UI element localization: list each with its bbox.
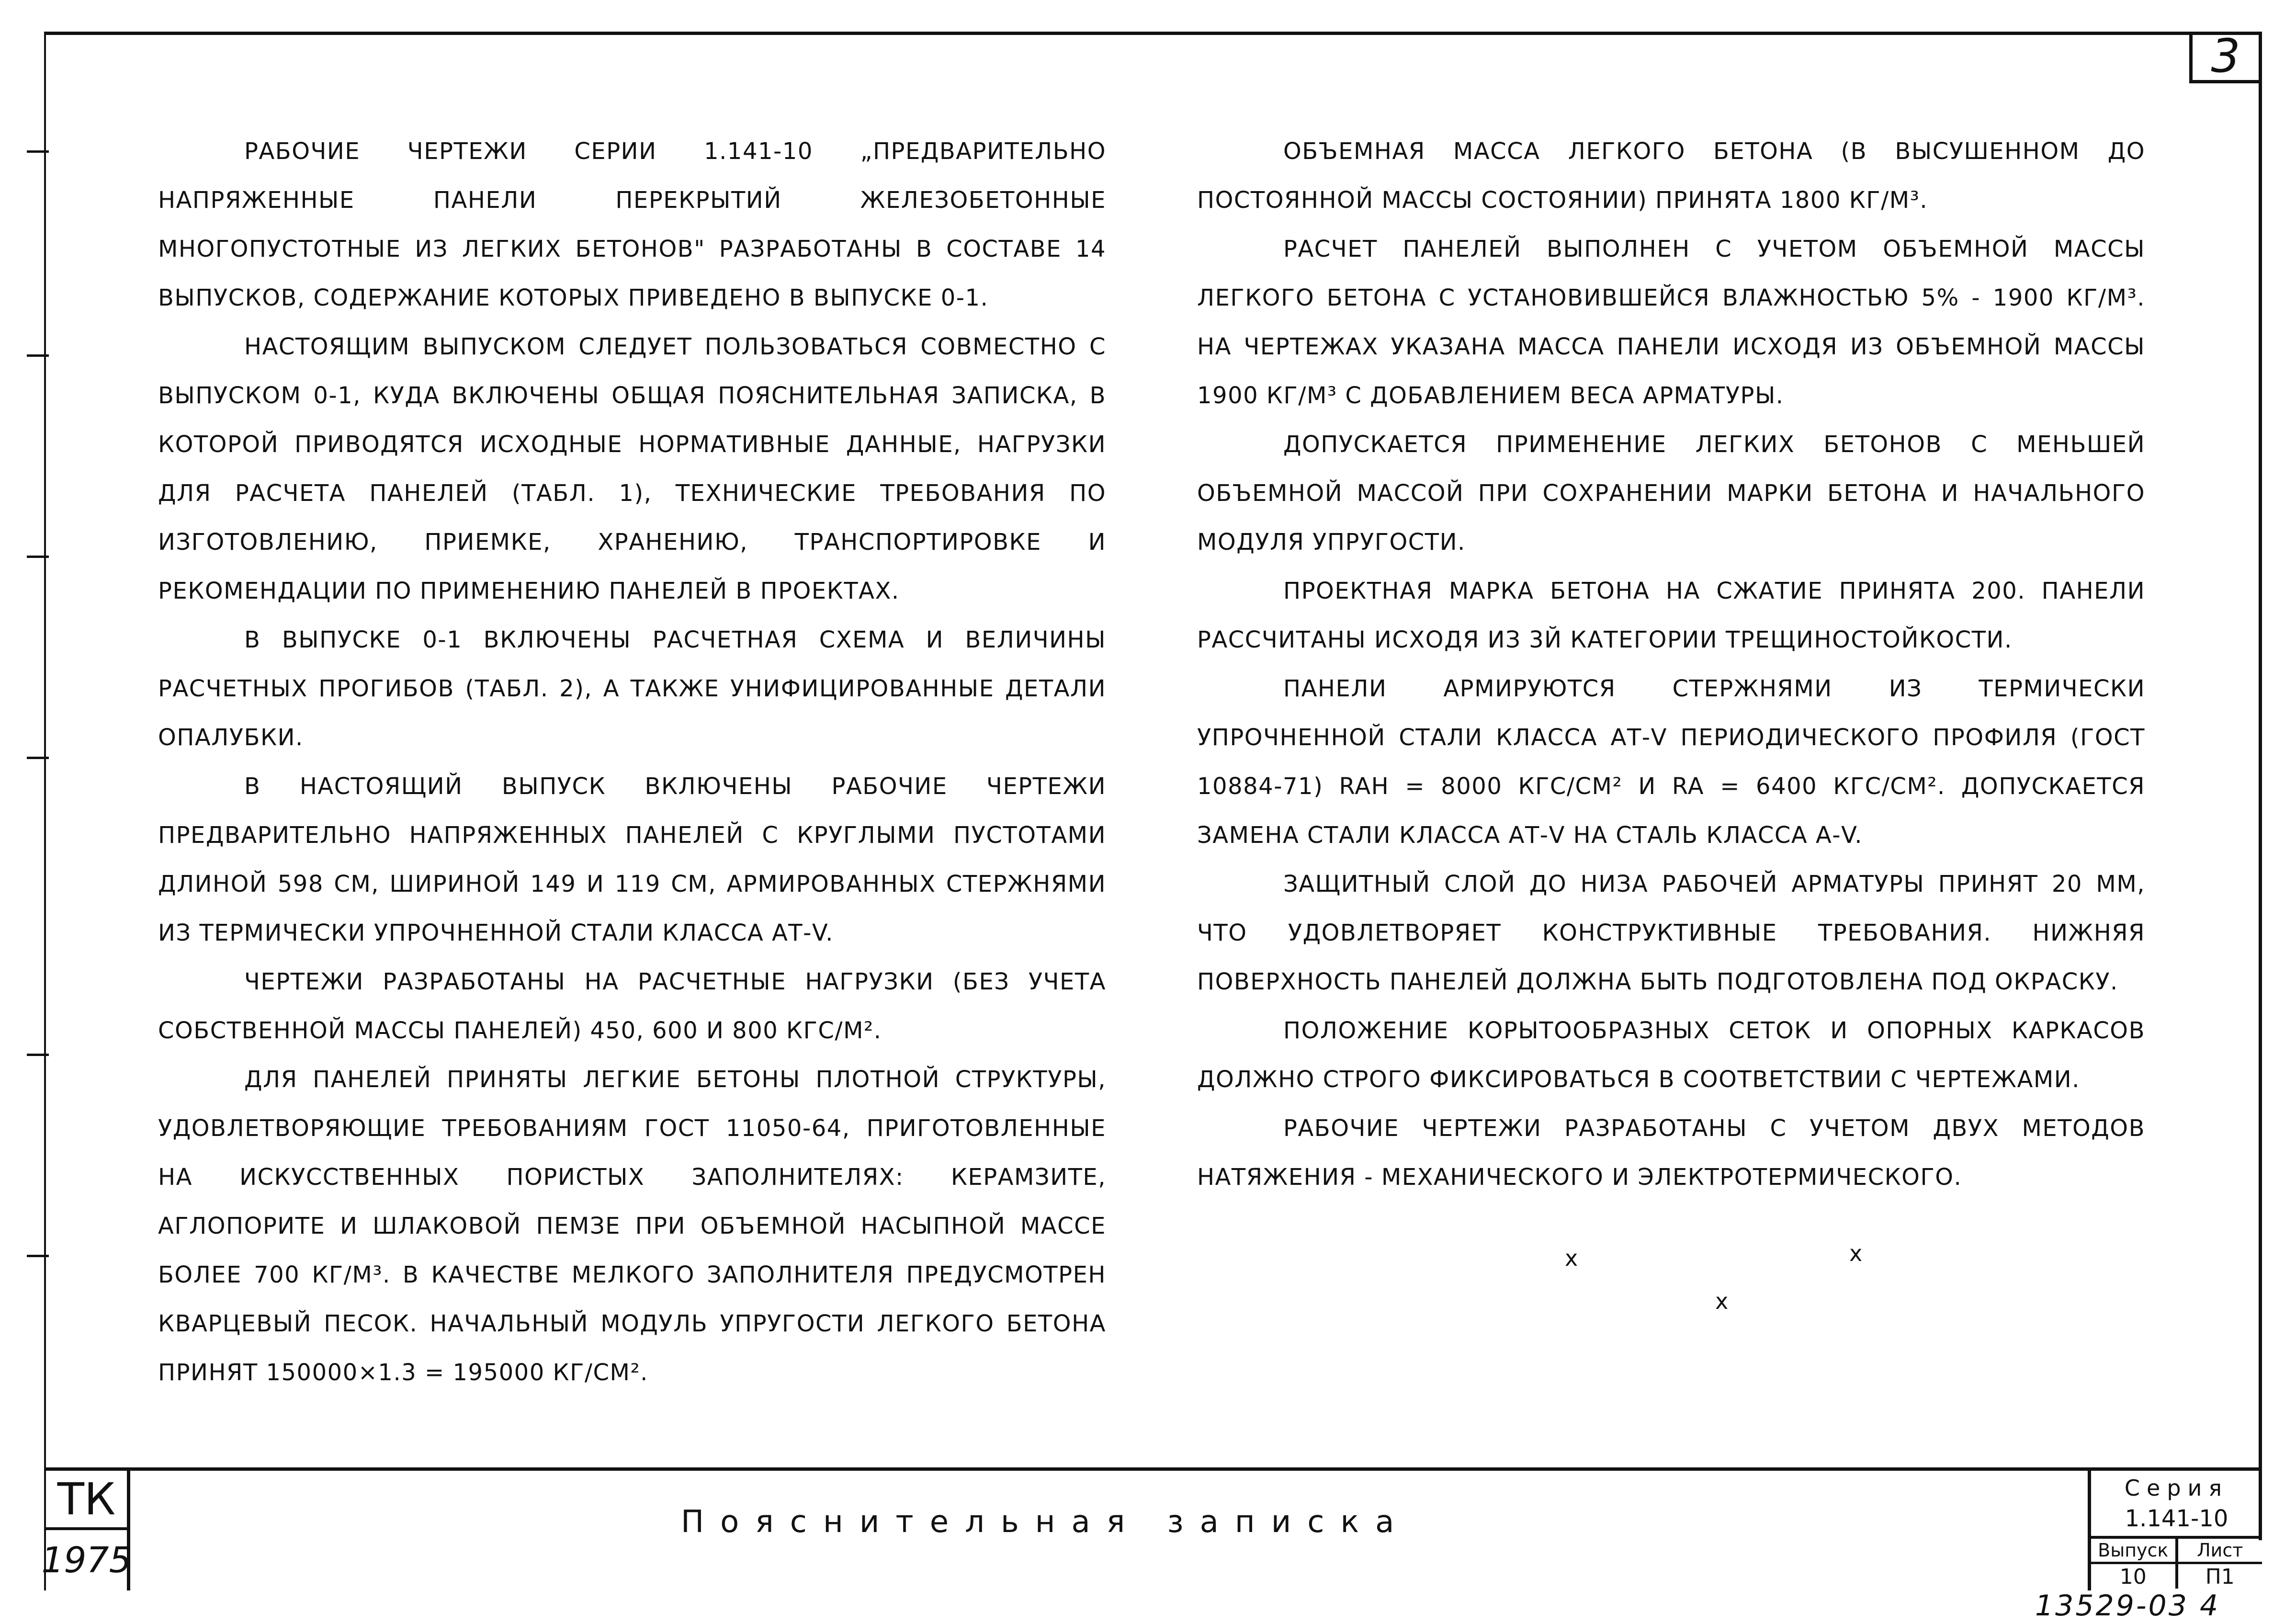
title-block (41, 1467, 2262, 1589)
paragraph: ЧЕРТЕЖИ РАЗРАБОТАНЫ НА РАСЧЕТНЫЕ НАГРУЗКИ (БЕЗ УЧЕТА СОБСТВЕННОЙ МАССЫ ПАНЕЛЕЙ) 450, 600 И 800 КГС/М². (158, 968, 1106, 1044)
paragraph: В НАСТОЯЩИЙ ВЫПУСК ВКЛЮЧЕНЫ РАБОЧИЕ ЧЕРТЕЖИ ПРЕДВАРИТЕЛЬНО НАПРЯЖЕННЫХ ПАНЕЛЕЙ С КРУГЛЫМИ ПУСТОТАМИ ДЛИНОЙ 598 СМ, ШИРИНОЙ 149 И 119 СМ, АРМИРОВАННЫХ СТЕРЖНЯМИ ИЗ ТЕРМИЧЕСКИ УПРОЧНЕННОЙ СТАЛИ КЛАССА АТ-V. (158, 773, 1106, 946)
year-label: 1975 (41, 1540, 132, 1581)
margin-tick (27, 1255, 49, 1257)
margin-tick (27, 757, 49, 759)
sheet-cell (2175, 1539, 2262, 1589)
tk-box (41, 1471, 132, 1590)
paragraph: ОБЪЕМНАЯ МАССА ЛЕГКОГО БЕТОНА (В ВЫСУШЕННОМ ДО ПОСТОЯННОЙ МАССЫ СОСТОЯНИИ) ПРИНЯТА 1800 КГ/М³. (1197, 138, 2145, 214)
cross-mark: x (1849, 1240, 1863, 1266)
cross-mark: x (1715, 1288, 1729, 1314)
paragraph: НАСТОЯЩИМ ВЫПУСКОМ СЛЕДУЕТ ПОЛЬЗОВАТЬСЯ СОВМЕСТНО С ВЫПУСКОМ 0-1, КУДА ВКЛЮЧЕНЫ ОБЩАЯ ПОЯСНИТЕЛЬНАЯ ЗАПИСКА, В КОТОРОЙ ПРИВОДЯТСЯ ИСХОДНЫЕ НОРМАТИВНЫЕ ДАННЫЕ, НАГРУЗКИ ДЛЯ РАСЧЕТА ПАНЕЛЕЙ (ТАБЛ. 1), ТЕХНИЧЕСКИЕ ТРЕБОВАНИЯ ПО ИЗГОТОВЛЕНИЮ, ПРИЕМКЕ, ХРАНЕНИЮ, ТРАНСПОРТИРОВКЕ И РЕКОМЕНДАЦИИ ПО ПРИМЕНЕНИЮ ПАНЕЛЕЙ В ПРОЕКТАХ. (158, 333, 1106, 604)
paragraph: ДЛЯ ПАНЕЛЕЙ ПРИНЯТЫ ЛЕГКИЕ БЕТОНЫ ПЛОТНОЙ СТРУКТУРЫ, УДОВЛЕТВОРЯЮЩИЕ ТРЕБОВАНИЯМ ГОСТ 11050-64, ПРИГОТОВЛЕННЫЕ НА ИСКУССТВЕННЫХ ПОРИСТЫХ ЗАПОЛНИТЕЛЯХ: КЕРАМЗИТЕ, АГЛОПОРИТЕ И ШЛАКОВОЙ ПЕМЗЕ ПРИ ОБЪЕМНОЙ НАСЫПНОЙ МАССЕ БОЛЕЕ 700 КГ/М³. В КАЧЕСТВЕ МЕЛКОГО ЗАПОЛНИТЕЛЯ ПРЕДУСМОТРЕН КВАРЦЕВЫЙ ПЕСОК. НАЧАЛЬНЫЙ МОДУЛЬ УПРУГОСТИ ЛЕГКОГО БЕТОНА ПРИНЯТ 150000×1.3 = 195000 КГ/СМ². (158, 1066, 1106, 1386)
right-column (1197, 127, 2145, 1202)
paragraph: РАСЧЕТ ПАНЕЛЕЙ ВЫПОЛНЕН С УЧЕТОМ ОБЪЕМНОЙ МАССЫ ЛЕГКОГО БЕТОНА С УСТАНОВИВШЕЙСЯ ВЛАЖНОСТЬЮ 5% - 1900 КГ/М³. НА ЧЕРТЕЖАХ УКАЗАНА МАССА ПАНЕЛИ ИСХОДЯ ИЗ ОБЪЕМНОЙ МАССЫ 1900 КГ/М³ С ДОБАВЛЕНИЕМ ВЕСА АРМАТУРЫ. (1197, 236, 2145, 409)
archive-number: 13529-03 4 (2035, 1589, 2220, 1623)
paragraph: ЗАЩИТНЫЙ СЛОЙ ДО НИЗА РАБОЧЕЙ АРМАТУРЫ ПРИНЯТ 20 ММ, ЧТО УДОВЛЕТВОРЯЕТ КОНСТРУКТИВНЫЕ ТРЕБОВАНИЯ. НИЖНЯЯ ПОВЕРХНОСТЬ ПАНЕЛЕЙ ДОЛЖНА БЫТЬ ПОДГОТОВЛЕНА ПОД ОКРАСКУ. (1197, 871, 2145, 995)
margin-tick (27, 1054, 49, 1056)
sheet-label: Лист (2178, 1539, 2262, 1564)
paragraph: ПРОЕКТНАЯ МАРКА БЕТОНА НА СЖАТИЕ ПРИНЯТА 200. ПАНЕЛИ РАССЧИТАНЫ ИСХОДЯ ИЗ 3Й КАТЕГОРИИ ТРЕЩИНОСТОЙКОСТИ. (1197, 578, 2145, 653)
paragraph: ПАНЕЛИ АРМИРУЮТСЯ СТЕРЖНЯМИ ИЗ ТЕРМИЧЕСКИ УПРОЧНЕННОЙ СТАЛИ КЛАССА АТ-V ПЕРИОДИЧЕСКОГО ПРОФИЛЯ (ГОСТ 10884-71) RAН = 8000 КГС/СМ² И RA = 6400 КГС/СМ². ДОПУСКАЕТСЯ ЗАМЕНА СТАЛИ КЛАССА АТ-V НА СТАЛЬ КЛАССА А-V. (1197, 675, 2145, 849)
series-label: Серия (2124, 1475, 2229, 1501)
series-box (2088, 1471, 2262, 1590)
paragraph: РАБОЧИЕ ЧЕРТЕЖИ СЕРИИ 1.141-10 „ПРЕДВАРИТЕЛЬНО НАПРЯЖЕННЫЕ ПАНЕЛИ ПЕРЕКРЫТИЙ ЖЕЛЕЗОБЕТОННЫЕ МНОГОПУСТОТНЫЕ ИЗ ЛЕГКИХ БЕТОНОВ" РАЗРАБОТАНЫ В СОСТАВЕ 14 ВЫПУСКОВ, СОДЕРЖАНИЕ КОТОРЫХ ПРИВЕДЕНО В ВЫПУСКЕ 0-1. (158, 138, 1106, 311)
margin-tick (27, 150, 49, 153)
issue-label: Выпуск (2091, 1539, 2175, 1564)
paragraph: В ВЫПУСКЕ 0-1 ВКЛЮЧЕНЫ РАСЧЕТНАЯ СХЕМА И ВЕЛИЧИНЫ РАСЧЕТНЫХ ПРОГИБОВ (ТАБЛ. 2), А ТАКЖЕ УНИФИЦИРОВАННЫЕ ДЕТАЛИ ОПАЛУБКИ. (158, 626, 1106, 751)
paragraph: РАБОЧИЕ ЧЕРТЕЖИ РАЗРАБОТАНЫ С УЧЕТОМ ДВУХ МЕТОДОВ НАТЯЖЕНИЯ - МЕХАНИЧЕСКОГО И ЭЛЕКТРОТЕРМИЧЕСКОГО. (1197, 1115, 2145, 1191)
issue-cell (2091, 1539, 2175, 1589)
sheet-number: 3 (2189, 32, 2262, 83)
series-value: 1.141-10 (2091, 1504, 2262, 1539)
margin-tick (27, 354, 49, 357)
tk-label: ТК (46, 1471, 127, 1530)
cross-mark: x (1565, 1245, 1578, 1271)
left-column (158, 127, 1106, 1397)
paragraph: ДОПУСКАЕТСЯ ПРИМЕНЕНИЕ ЛЕГКИХ БЕТОНОВ С МЕНЬШЕЙ ОБЪЕМНОЙ МАССОЙ ПРИ СОХРАНЕНИИ МАРКИ БЕТОНА И НАЧАЛЬНОГО МОДУЛЯ УПРУГОСТИ. (1197, 431, 2145, 556)
document-title: Пояснительная записка (681, 1504, 1411, 1540)
paragraph: ПОЛОЖЕНИЕ КОРЫТООБРАЗНЫХ СЕТОК И ОПОРНЫХ КАРКАСОВ ДОЛЖНО СТРОГО ФИКСИРОВАТЬСЯ В СООТВЕТСТВИИ С ЧЕРТЕЖАМИ. (1197, 1017, 2145, 1093)
margin-tick (27, 556, 49, 558)
sheet-value: П1 (2205, 1565, 2235, 1589)
issue-value: 10 (2119, 1565, 2147, 1589)
